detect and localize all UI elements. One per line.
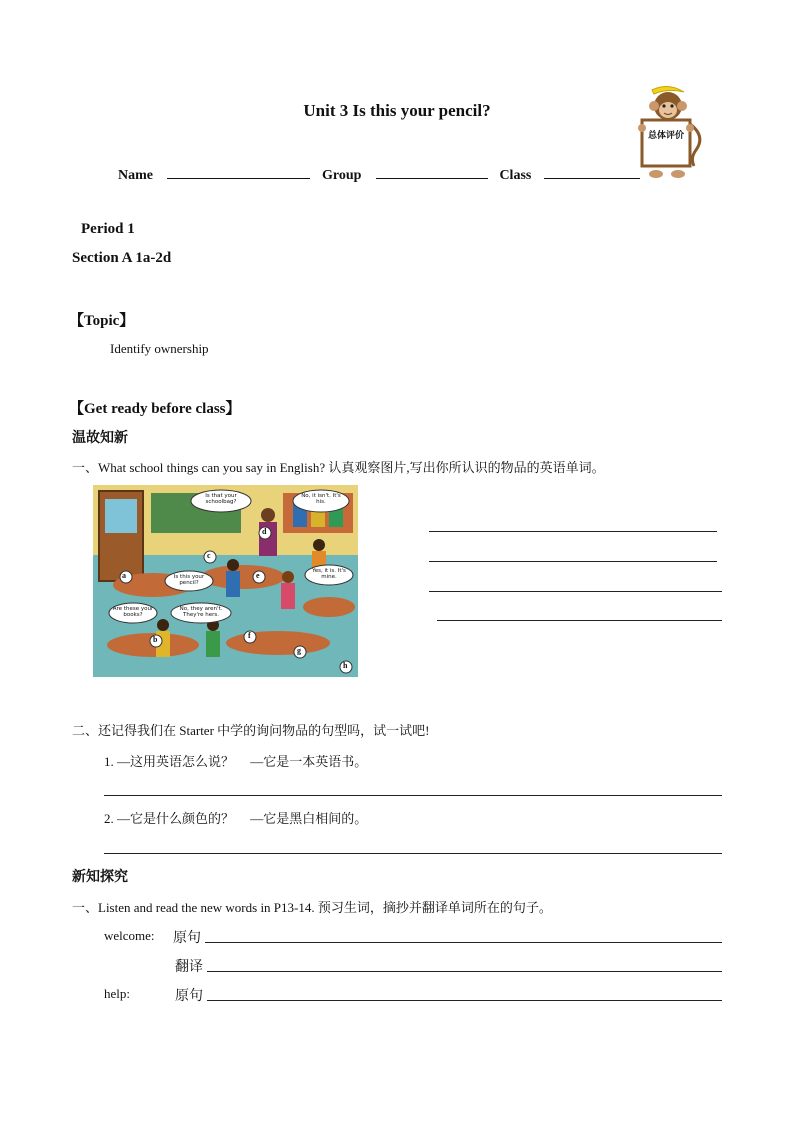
answer-line-5[interactable] — [104, 795, 722, 796]
label-g: g — [297, 646, 301, 655]
topic-text: Identify ownership — [110, 341, 209, 356]
welcome-original-label: 原句 — [173, 931, 201, 946]
student-info-row — [118, 164, 640, 184]
new-question-1: 一、Listen and read the new words in P13-14. 预习生词，摘抄并翻译单词所在的句子。 — [72, 900, 552, 915]
label-b: b — [153, 635, 158, 644]
question-2-item-1: 1. —这用英语怎么说？ —它是一本英语书。 — [104, 754, 368, 769]
evaluation-badge — [634, 84, 702, 184]
bubble-4: Yes, it is. It's mine. — [312, 568, 346, 580]
class-field[interactable] — [544, 164, 640, 179]
page-title: Unit 3 Is this your pencil? — [303, 101, 491, 120]
bubble-3: Is this your pencil? — [173, 574, 205, 586]
topic-heading: 【Topic】 — [69, 313, 135, 329]
answer-line-4[interactable] — [437, 620, 722, 621]
question-2: 二、还记得我们在 Starter 中学的询问物品的句型吗，试一试吧! — [72, 723, 430, 738]
answer-line-1[interactable] — [429, 531, 717, 532]
section-heading: Section A 1a-2d — [72, 250, 172, 266]
welcome-label: welcome: — [104, 928, 155, 943]
welcome-original-line[interactable] — [205, 942, 722, 943]
name-label: Name — [118, 168, 153, 183]
group-label: Group — [322, 168, 362, 183]
bubble-1: Is that your schoolbag? — [205, 493, 237, 505]
classroom-scene-icon — [93, 485, 358, 677]
answer-line-6[interactable] — [104, 853, 722, 854]
label-e: e — [256, 571, 260, 580]
classroom-picture — [93, 485, 358, 677]
new-knowledge-heading: 新知探究 — [72, 869, 128, 885]
label-h: h — [343, 661, 348, 670]
bubble-5: Are these your books? — [112, 606, 154, 618]
review-heading: 温故知新 — [72, 430, 128, 446]
question-2-item-2: 2. —它是什么颜色的？ —它是黑白相间的。 — [104, 811, 368, 826]
label-a: a — [122, 571, 126, 580]
badge-label: 总体评价 — [647, 131, 684, 141]
group-field[interactable] — [376, 164, 488, 179]
welcome-translation-label: 翻译 — [175, 960, 203, 975]
label-f: f — [248, 631, 251, 640]
name-field[interactable] — [167, 164, 310, 179]
question-1: 一、What school things can you say in English? 认真观察图片,写出你所认识的物品的英语单词。 — [72, 460, 605, 475]
label-c: c — [207, 551, 211, 560]
help-original-line[interactable] — [207, 1000, 722, 1001]
get-ready-heading: 【Get ready before class】 — [69, 401, 241, 417]
bubble-6: No, they aren't. They're hers. — [179, 606, 223, 618]
label-d: d — [262, 527, 267, 536]
period-heading: Period 1 — [81, 221, 135, 237]
welcome-translation-line[interactable] — [207, 971, 722, 972]
help-label: help: — [104, 986, 130, 1001]
bubble-2: No, it isn't. It's his. — [301, 493, 341, 505]
class-label: Class — [499, 168, 532, 183]
answer-line-3[interactable] — [429, 591, 722, 592]
answer-line-2[interactable] — [429, 561, 717, 562]
help-original-label: 原句 — [175, 989, 203, 1004]
